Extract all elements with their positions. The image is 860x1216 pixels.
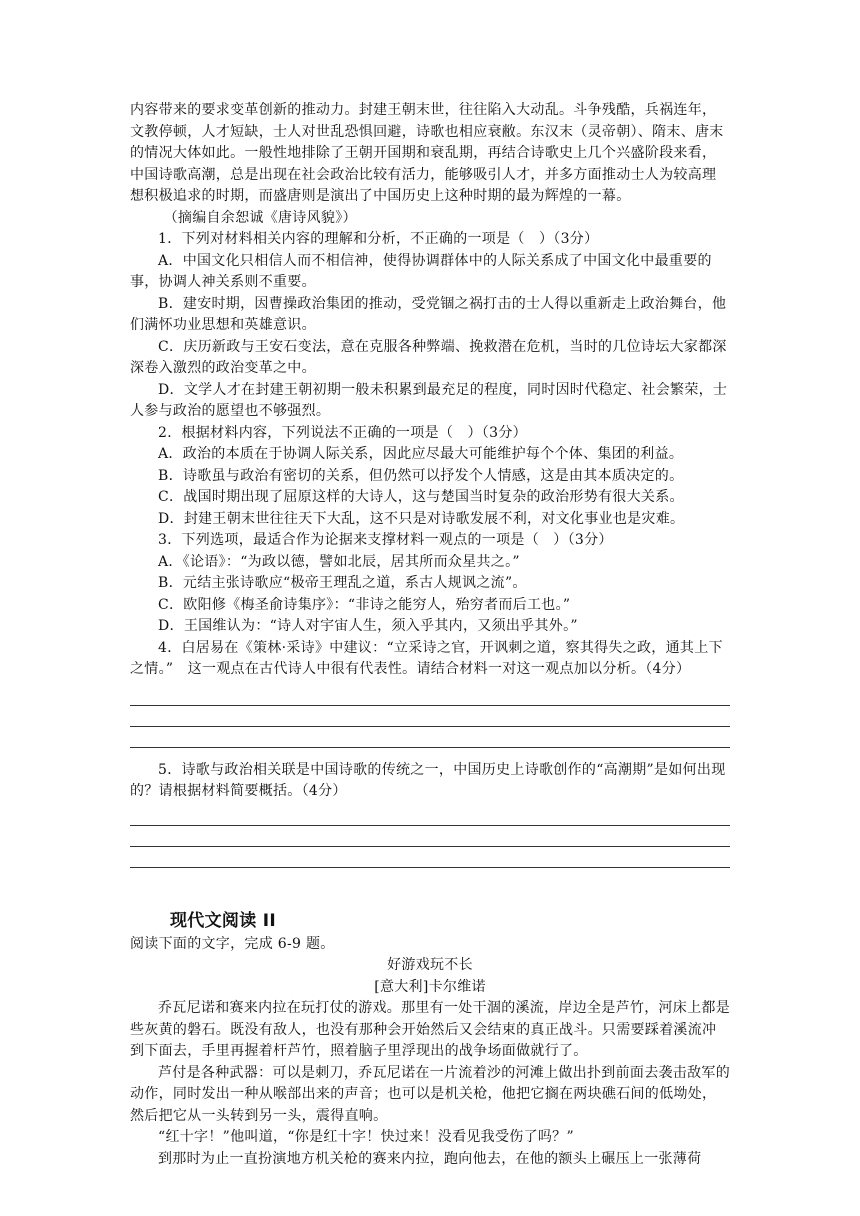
question-3-option-a: A．《论语》：“为政以德，譬如北辰，居其所而众星共之。”: [158, 553, 520, 570]
question-2-option-b: B．诗歌虽与政治有密切的关系，但仍然可以抒发个人情感，这是由其本质决定的。: [158, 467, 684, 484]
question-3-option-c: C．欧阳修《梅圣俞诗集序》：“非诗之能穷人，殆穷者而后工也。”: [158, 596, 571, 613]
question-3-option-d: D．王国维认为：“诗人对宇宙人生，须入乎其内，又须出乎其外。”: [158, 618, 578, 634]
story-paragraph: 芦付是各种武器：可以是刺刀，乔瓦尼诺在一片流着沙的河滩上做出扑到前面去袭击敌军的动作，同时发出一种从喉部出来的声音；也可以是机关枪，他把它搁在两块礁石间的低坳处，然后把它从一头转到另一头，震得直响。: [130, 1064, 730, 1124]
story-paragraph: “红十字！”他叫道，“你是红十字！快过来！没看见我受伤了吗？”: [158, 1129, 574, 1145]
page-content: [130, 100, 730, 1170]
answer-line[interactable]: [130, 727, 730, 748]
question-1-option-d: D．文学人才在封建王朝初期一般未积累到最充足的程度，同时因时代稳定、社会繁荣，士人参与政治的愿望也不够强烈。: [130, 381, 728, 419]
question-1-option-a: A．中国文化只相信人而不相信神，使得协调群体中的人际关系成了中国文化中最重要的事，协调人神关系则不重要。: [130, 252, 712, 290]
story-paragraph: 到那时为止一直扮演地方机关枪的赛来内拉，跑向他去，在他的额头上碾压上一张薄荷: [158, 1150, 702, 1167]
story-title: 好游戏玩不长: [387, 957, 473, 973]
question-5-answer-area[interactable]: [130, 805, 730, 868]
question-1-option-c: C．庆历新政与王安石变法，意在克服各种弊端、挽救潜在危机，当时的几位诗坛大家都深深卷入激烈的政治变革之中。: [130, 338, 727, 376]
section-title: 现代文阅读 II: [170, 910, 276, 931]
answer-line[interactable]: [130, 826, 730, 847]
story-author: [意大利]卡尔维诺: [374, 978, 486, 995]
question-2-option-c: C．战国时期出现了屈原这样的大诗人，这与楚国当时复杂的政治形势有很大关系。: [158, 489, 684, 505]
question-1-stem: 1．下列对材料相关内容的理解和分析，不正确的一项是（ ）（3分）: [158, 231, 599, 247]
passage-paragraph: 内容带来的要求变革创新的推动力。封建王朝末世，往往陷入大动乱。斗争残酷，兵祸连年，文教停顿，人才短缺，士人对世乱恐惧回避，诗歌也相应衰敝。东汉末（灵帝朝）、隋末、唐末的情况大体如此。一般性地排除了王朝开国期和衰乱期，再结合诗歌史上几个兴盛阶段来看，中国诗歌高潮，总是出现在社会政治比较有活力，能够吸引人才，并多方面推动士人为较高理想积极追求的时期，而盛唐则是演出了中国历史上这种时期的最为辉煌的一幕。: [130, 102, 724, 204]
answer-line[interactable]: [130, 847, 730, 868]
question-2-option-a: A．政治的本质在于协调人际关系，因此应尽最大可能维护每个个体、集团的利益。: [158, 446, 684, 462]
question-1-option-b: B．建安时期，因曹操政治集团的推动，受党锢之祸打击的士人得以重新走上政治舞台，他们满怀功业思想和英雄意识。: [130, 295, 727, 333]
answer-line[interactable]: [130, 685, 730, 706]
question-5-stem: 5．诗歌与政治相关联是中国诗歌的传统之一，中国历史上诗歌创作的“高潮期”是如何出现的？请根据材料简要概括。（4分）: [130, 761, 726, 799]
question-2-option-d: D．封建王朝末世往往天下大乱，这不只是对诗歌发展不利，对文化事业也是灾难。: [158, 510, 685, 527]
question-3-option-b: B．元结主张诗歌应“极帝王理乱之道，系古人规讽之流”。: [158, 575, 527, 591]
story-paragraph: 乔瓦尼诺和赛来内拉在玩打仗的游戏。那里有一处干涸的溪流，岸边全是芦竹，河床上都是些灰黄的磐石。既没有敌人，也没有那种会开始然后又会结束的真正战斗。只需要踩着溪流冲到下面去，手里再握着杆芦竹，照着脑子里浮现出的战争场面做就行了。: [130, 1000, 730, 1059]
question-2-stem: 2．根据材料内容，下列说法不正确的一项是（ ）（3分）: [158, 424, 527, 441]
question-4-answer-area[interactable]: [130, 685, 730, 748]
answer-line[interactable]: [130, 805, 730, 826]
section-instruction: 阅读下面的文字，完成 6-9 题。: [130, 935, 335, 952]
question-4-stem: 4．白居易在《策林·采诗》中建议：“立采诗之官，开讽刺之道，察其得失之政，通其上下之情。” 这一观点在古代诗人中很有代表性。请结合材料一对这一观点加以分析。（4分）: [130, 639, 723, 677]
question-3-stem: 3．下列选项，最适合作为论据来支撑材料一观点的一项是（ ）（3分）: [158, 532, 613, 548]
answer-line[interactable]: [130, 706, 730, 727]
passage-source: （摘编自余恕诚《唐诗风貌》）: [163, 209, 357, 226]
